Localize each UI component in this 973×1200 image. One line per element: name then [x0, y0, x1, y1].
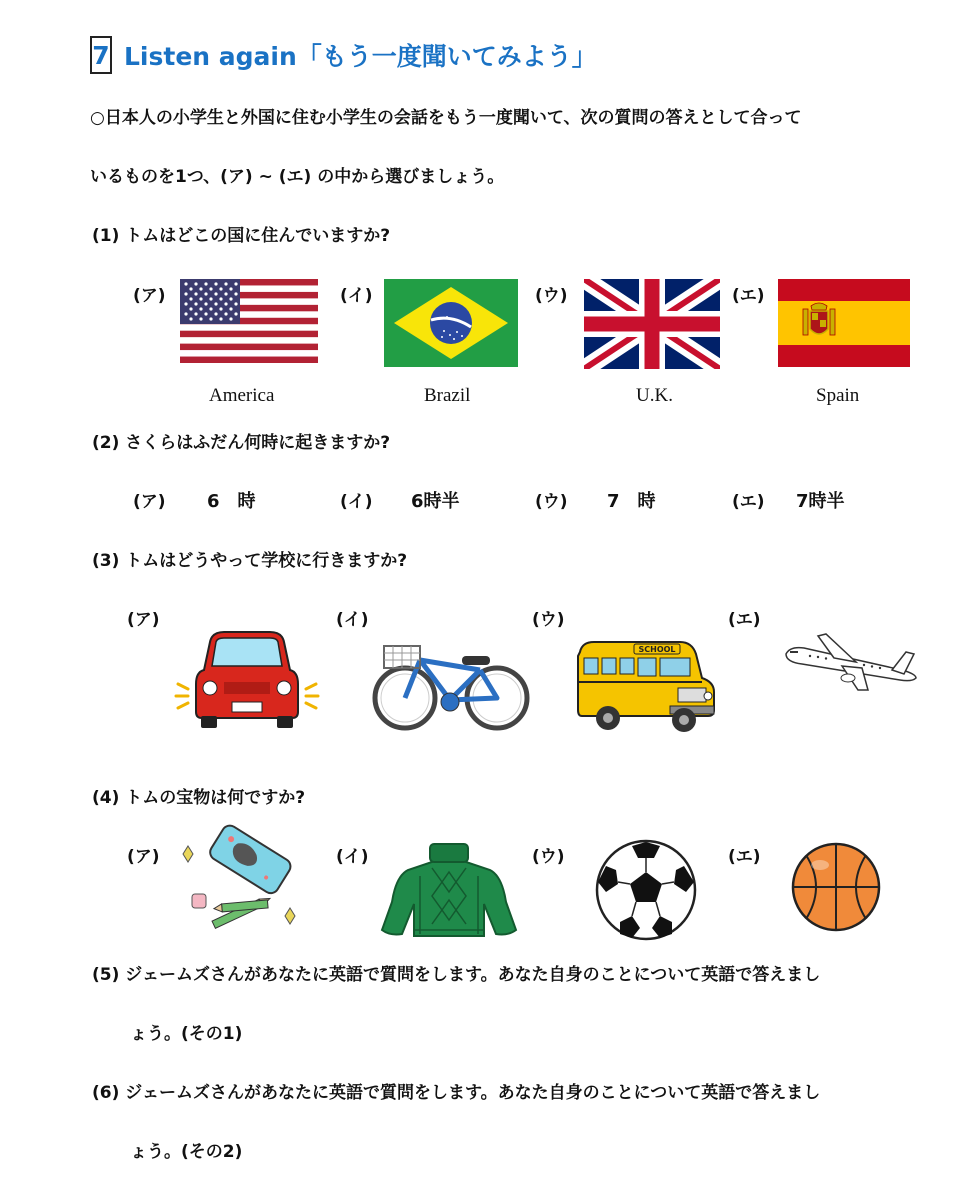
question-4: (4) トムの宝物は何ですか? [92, 788, 306, 808]
question-6-line-2: ょう。(その2) [130, 1142, 243, 1162]
instruction-line-2: いるものを1つ、(ア) ~ (エ) の中から選びましょう。 [90, 167, 505, 187]
q2-label-i: (イ) [340, 492, 373, 512]
q4-label-e: (エ) [728, 847, 761, 867]
q1-label-u: (ウ) [535, 286, 568, 306]
section-title-text: Listen again「もう一度聞いてみよう」 [124, 42, 597, 71]
car-icon [172, 628, 322, 728]
bus-sign: SCHOOL [638, 645, 676, 654]
instruction-line-1: ○日本人の小学生と外国に住む小学生の会話をもう一度聞いて、次の質問の答えとして合って [90, 108, 802, 128]
question-6-line-1: (6) ジェームズさんがあなたに英語で質問をします。あなた自身のことについて英語で答えまし [92, 1083, 821, 1103]
sweater-icon [380, 842, 518, 940]
country-america: America [209, 385, 275, 406]
question-5-line-2: ょう。(その1) [130, 1024, 243, 1044]
q4-label-a: (ア) [127, 847, 160, 867]
spain-flag-icon [778, 279, 910, 367]
question-2: (2) さくらはふだん何時に起きますか? [92, 433, 391, 453]
country-uk: U.K. [636, 385, 673, 406]
question-1: (1) トムはどこの国に住んでいますか? [92, 226, 391, 246]
q2-label-u: (ウ) [535, 492, 568, 512]
q2-label-e: (エ) [732, 492, 765, 512]
brazil-flag-icon [384, 279, 518, 367]
section-number: 7 [90, 36, 112, 74]
question-5-line-1: (5) ジェームズさんがあなたに英語で質問をします。あなた自身のことについて英語で答えまし [92, 965, 821, 985]
q3-label-e: (エ) [728, 610, 761, 630]
q1-label-a: (ア) [133, 286, 166, 306]
school-bus-icon [574, 638, 718, 734]
soccer-ball-icon [594, 838, 698, 942]
q1-label-e: (エ) [732, 286, 765, 306]
q2-option-i: 6時半 [411, 491, 460, 512]
q2-option-a: 6 時 [207, 491, 256, 512]
question-3: (3) トムはどうやって学校に行きますか? [92, 551, 408, 571]
q2-option-e: 7時半 [796, 491, 845, 512]
airplane-icon [782, 630, 922, 696]
q2-option-u: 7 時 [607, 491, 656, 512]
bicycle-icon [370, 640, 532, 732]
basketball-icon [790, 841, 882, 933]
q1-label-i: (イ) [340, 286, 373, 306]
country-spain: Spain [816, 385, 860, 406]
pencil-case-icon [178, 824, 310, 940]
q4-label-i: (イ) [336, 847, 369, 867]
section-title [90, 34, 597, 76]
q3-label-a: (ア) [127, 610, 160, 630]
usa-flag-icon [180, 279, 318, 363]
q3-label-u: (ウ) [532, 610, 565, 630]
q4-label-u: (ウ) [532, 847, 565, 867]
q3-label-i: (イ) [336, 610, 369, 630]
country-brazil: Brazil [424, 385, 471, 406]
uk-flag-icon [584, 279, 720, 369]
q2-label-a: (ア) [133, 492, 166, 512]
